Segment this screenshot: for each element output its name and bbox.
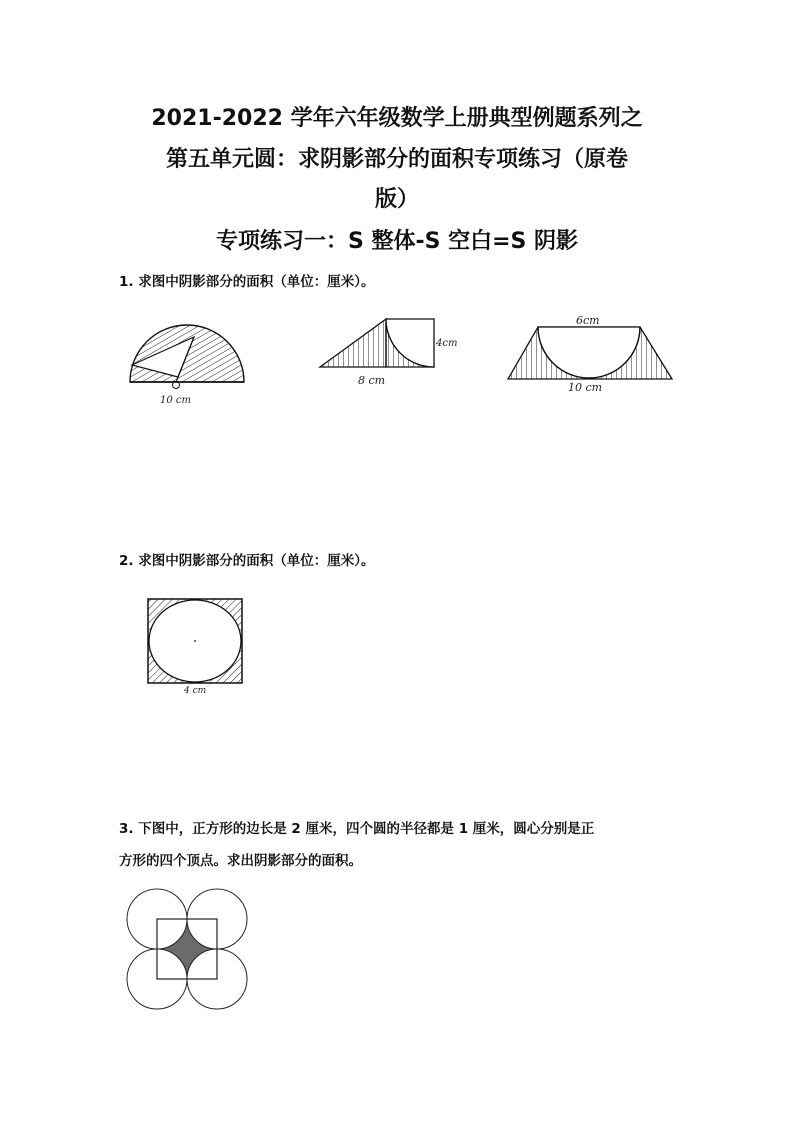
q2-fig-label: 4 cm (184, 686, 207, 696)
question-1-text: 1. 求图中阴影部分的面积（单位：厘米）。 (119, 274, 375, 290)
q1-fig2-label-bottom: 8 cm (358, 374, 386, 387)
q1-fig3-label-top: 6cm (576, 314, 600, 327)
question-3-line2: 方形的四个顶点。求出阴影部分的面积。 (119, 853, 362, 869)
q1-fig2-label-side: 4cm (436, 338, 458, 349)
q1-figure-semicircle (120, 325, 260, 405)
doc-title-line2: 第五单元圆：求阴影部分的面积专项练习（原卷 (165, 147, 628, 172)
question-2-text: 2. 求图中阴影部分的面积（单位：厘米）。 (119, 553, 375, 569)
q2-figure-square-circle (146, 597, 246, 697)
doc-title-line1: 2021-2022 学年六年级数学上册典型例题系列之 (151, 106, 643, 131)
q1-figure-triangle-square (318, 312, 463, 392)
q3-figure-four-circles (124, 886, 250, 1012)
q1-figure-trapezoid (506, 310, 676, 395)
doc-title-line3: 版） (374, 187, 419, 212)
q1-fig3-label-bottom: 10 cm (568, 381, 603, 394)
q1-fig1-label: 10 cm (160, 395, 191, 406)
question-3-line1: 3. 下图中，正方形的边长是 2 厘米，四个圆的半径都是 1 厘米，圆心分别是正 (119, 821, 595, 837)
section-title: 专项练习一：S 整体-S 空白=S 阴影 (215, 229, 579, 254)
